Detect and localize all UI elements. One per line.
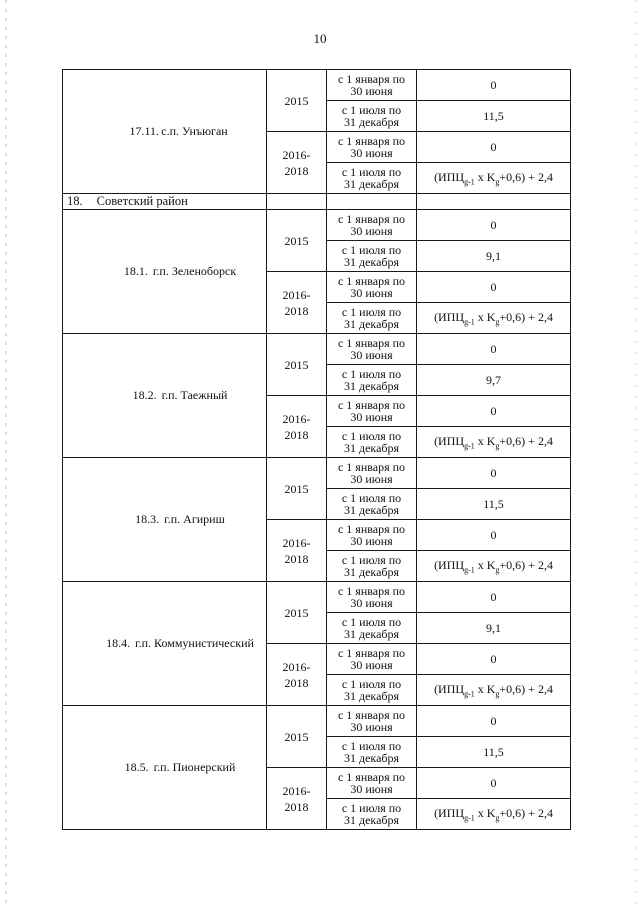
period-line-2: 31 декабря xyxy=(343,115,400,129)
settlement-name: г.п. Пионерский xyxy=(153,760,236,774)
year-cell xyxy=(267,706,327,768)
formula-subscript-2: g xyxy=(495,813,500,823)
period-line-1: с 1 января по xyxy=(337,212,406,226)
settlement-number: 17.11. xyxy=(129,124,160,138)
period-cell xyxy=(327,70,417,101)
period-line-2: 31 декабря xyxy=(343,689,400,703)
period-line-2: 31 декабря xyxy=(343,813,400,827)
period-cell xyxy=(327,613,417,644)
year-cell xyxy=(267,644,327,706)
settlement-cell xyxy=(63,706,267,830)
tariff-table xyxy=(62,69,571,830)
formula-cell xyxy=(417,427,571,458)
period-line-2: 31 декабря xyxy=(343,379,400,393)
period-cell xyxy=(327,210,417,241)
value-text: 11,5 xyxy=(483,496,504,511)
value-cell xyxy=(417,272,571,303)
period-cell xyxy=(327,396,417,427)
table-row xyxy=(63,706,571,737)
value-text: 11,5 xyxy=(483,744,504,759)
period-cell xyxy=(327,520,417,551)
value-text: 11,5 xyxy=(483,108,504,123)
period-cell xyxy=(327,737,417,768)
section-row xyxy=(63,194,571,210)
period-line-1: с 1 июля по xyxy=(341,305,402,319)
year-text: 2015 xyxy=(284,357,309,372)
period-line-2: 31 декабря xyxy=(343,565,400,579)
scan-edge-left xyxy=(5,0,7,905)
period-line-2: 30 июня xyxy=(350,658,393,672)
formula-subscript-2: g xyxy=(495,441,500,451)
formula-subscript-2: g xyxy=(495,317,500,327)
empty-cell xyxy=(327,194,417,210)
settlement-cell xyxy=(63,582,267,706)
period-cell xyxy=(327,489,417,520)
period-cell xyxy=(327,644,417,675)
settlement-cell xyxy=(63,70,267,194)
year-text: 2015 xyxy=(284,605,309,620)
formula-prefix: (ИПЦ xyxy=(434,805,465,820)
value-text: 0 xyxy=(490,713,497,728)
formula-suffix: +0,6) + 2,4 xyxy=(499,309,553,324)
formula-subscript-1: g-1 xyxy=(464,565,475,575)
settlement-name: с.п. Унъюган xyxy=(161,124,228,138)
formula-mid: x K xyxy=(474,805,496,820)
period-line-1: с 1 июля по xyxy=(341,165,402,179)
year-line-2: 2018 xyxy=(284,799,309,814)
formula-subscript-1: g-1 xyxy=(464,177,475,187)
year-cell xyxy=(267,582,327,644)
section-number: 18. xyxy=(67,194,83,208)
value-cell xyxy=(417,70,571,101)
period-line-2: 30 июня xyxy=(350,146,393,160)
formula-subscript-2: g xyxy=(495,177,500,187)
formula-suffix: +0,6) + 2,4 xyxy=(499,805,553,820)
period-line-1: с 1 июля по xyxy=(341,553,402,567)
value-cell xyxy=(417,582,571,613)
year-cell xyxy=(267,458,327,520)
period-cell xyxy=(327,272,417,303)
formula-suffix: +0,6) + 2,4 xyxy=(499,169,553,184)
formula-suffix: +0,6) + 2,4 xyxy=(499,681,553,696)
value-cell xyxy=(417,132,571,163)
period-line-2: 31 декабря xyxy=(343,751,400,765)
formula-suffix: +0,6) + 2,4 xyxy=(499,557,553,572)
scan-edge-right xyxy=(635,0,637,905)
year-text: 2015 xyxy=(284,481,309,496)
value-cell xyxy=(417,489,571,520)
formula-cell xyxy=(417,551,571,582)
year-cell xyxy=(267,132,327,194)
period-line-2: 30 июня xyxy=(350,410,393,424)
period-line-1: с 1 июля по xyxy=(341,243,402,257)
period-line-2: 31 декабря xyxy=(343,317,400,331)
formula-cell xyxy=(417,675,571,706)
value-cell xyxy=(417,520,571,551)
year-line-1: 2016- xyxy=(282,659,311,674)
year-cell xyxy=(267,272,327,334)
year-line-2: 2018 xyxy=(284,551,309,566)
period-cell xyxy=(327,365,417,396)
page-number: 10 xyxy=(313,31,327,46)
value-cell xyxy=(417,396,571,427)
value-cell xyxy=(417,768,571,799)
value-text: 0 xyxy=(490,775,497,790)
value-cell xyxy=(417,365,571,396)
settlement-number: 18.2. xyxy=(132,388,157,402)
value-text: 0 xyxy=(490,139,497,154)
table-row xyxy=(63,70,571,101)
year-cell xyxy=(267,334,327,396)
period-line-2: 30 июня xyxy=(350,534,393,548)
period-line-1: с 1 января по xyxy=(337,460,406,474)
settlement-number: 18.3. xyxy=(135,512,160,526)
value-text: 0 xyxy=(490,527,497,542)
settlement-name: г.п. Зеленоборск xyxy=(152,264,237,278)
table-row xyxy=(63,334,571,365)
year-line-2: 2018 xyxy=(284,303,309,318)
period-line-2: 30 июня xyxy=(350,224,393,238)
period-line-2: 31 декабря xyxy=(343,441,400,455)
value-text: 0 xyxy=(490,341,497,356)
value-cell xyxy=(417,334,571,365)
year-cell xyxy=(267,70,327,132)
period-line-1: с 1 января по xyxy=(337,770,406,784)
period-cell xyxy=(327,706,417,737)
period-cell xyxy=(327,241,417,272)
value-text: 0 xyxy=(490,403,497,418)
period-line-1: с 1 января по xyxy=(337,646,406,660)
formula-mid: x K xyxy=(474,433,496,448)
formula-subscript-1: g-1 xyxy=(464,317,475,327)
year-cell xyxy=(267,210,327,272)
period-line-1: с 1 января по xyxy=(337,398,406,412)
year-text: 2015 xyxy=(284,729,309,744)
period-cell xyxy=(327,551,417,582)
period-line-1: с 1 января по xyxy=(337,522,406,536)
table-row xyxy=(63,210,571,241)
period-line-2: 30 июня xyxy=(350,286,393,300)
formula-subscript-2: g xyxy=(495,689,500,699)
year-line-2: 2018 xyxy=(284,675,309,690)
year-cell xyxy=(267,520,327,582)
year-text: 2015 xyxy=(284,233,309,248)
value-text: 9,1 xyxy=(486,248,501,263)
period-line-1: с 1 января по xyxy=(337,708,406,722)
formula-subscript-1: g-1 xyxy=(464,689,475,699)
tariff-table-body xyxy=(63,70,571,830)
formula-suffix: +0,6) + 2,4 xyxy=(499,433,553,448)
value-text: 0 xyxy=(490,651,497,666)
formula-subscript-2: g xyxy=(495,565,500,575)
period-line-1: с 1 января по xyxy=(337,274,406,288)
value-cell xyxy=(417,458,571,489)
value-text: 0 xyxy=(490,77,497,92)
period-cell xyxy=(327,101,417,132)
period-cell xyxy=(327,303,417,334)
formula-prefix: (ИПЦ xyxy=(434,681,465,696)
value-text: 0 xyxy=(490,217,497,232)
table-row xyxy=(63,582,571,613)
year-text: 2015 xyxy=(284,93,309,108)
settlement-name: г.п. Таежный xyxy=(161,388,228,402)
section-title-cell xyxy=(63,194,267,210)
period-line-1: с 1 июля по xyxy=(341,739,402,753)
period-line-2: 31 декабря xyxy=(343,177,400,191)
period-line-1: с 1 января по xyxy=(337,584,406,598)
period-cell xyxy=(327,582,417,613)
period-line-1: с 1 июля по xyxy=(341,367,402,381)
empty-cell xyxy=(417,194,571,210)
year-line-1: 2016- xyxy=(282,147,311,162)
value-cell xyxy=(417,210,571,241)
period-cell xyxy=(327,458,417,489)
formula-mid: x K xyxy=(474,557,496,572)
period-cell xyxy=(327,799,417,830)
value-cell xyxy=(417,706,571,737)
period-line-1: с 1 июля по xyxy=(341,491,402,505)
year-line-1: 2016- xyxy=(282,411,311,426)
formula-prefix: (ИПЦ xyxy=(434,433,465,448)
formula-subscript-1: g-1 xyxy=(464,441,475,451)
formula-mid: x K xyxy=(474,309,496,324)
formula-cell xyxy=(417,303,571,334)
period-line-1: с 1 января по xyxy=(337,134,406,148)
formula-mid: x K xyxy=(474,169,496,184)
period-line-2: 31 декабря xyxy=(343,627,400,641)
period-cell xyxy=(327,768,417,799)
value-cell xyxy=(417,644,571,675)
formula-prefix: (ИПЦ xyxy=(434,169,465,184)
year-cell xyxy=(267,396,327,458)
period-line-2: 31 декабря xyxy=(343,255,400,269)
year-line-2: 2018 xyxy=(284,427,309,442)
period-line-1: с 1 июля по xyxy=(341,677,402,691)
formula-cell xyxy=(417,163,571,194)
value-text: 0 xyxy=(490,589,497,604)
settlement-number: 18.5. xyxy=(124,760,149,774)
year-line-1: 2016- xyxy=(282,783,311,798)
settlement-number: 18.4. xyxy=(106,636,131,650)
period-cell xyxy=(327,132,417,163)
period-line-2: 30 июня xyxy=(350,720,393,734)
section-title: Советский район xyxy=(96,194,188,208)
settlement-name: г.п. Коммунистический xyxy=(135,636,254,650)
table-row xyxy=(63,458,571,489)
period-cell xyxy=(327,675,417,706)
value-cell xyxy=(417,101,571,132)
year-line-1: 2016- xyxy=(282,535,311,550)
period-line-1: с 1 июля по xyxy=(341,103,402,117)
empty-cell xyxy=(267,194,327,210)
formula-prefix: (ИПЦ xyxy=(434,557,465,572)
period-line-1: с 1 июля по xyxy=(341,801,402,815)
value-text: 9,1 xyxy=(486,620,501,635)
formula-mid: x K xyxy=(474,681,496,696)
period-line-1: с 1 июля по xyxy=(341,429,402,443)
period-cell xyxy=(327,334,417,365)
period-cell xyxy=(327,427,417,458)
period-line-2: 31 декабря xyxy=(343,503,400,517)
period-line-1: с 1 января по xyxy=(337,72,406,86)
settlement-cell xyxy=(63,458,267,582)
formula-prefix: (ИПЦ xyxy=(434,309,465,324)
value-cell xyxy=(417,737,571,768)
settlement-number: 18.1. xyxy=(123,264,148,278)
period-line-1: с 1 января по xyxy=(337,336,406,350)
settlement-name: г.п. Агириш xyxy=(164,512,225,526)
period-line-2: 30 июня xyxy=(350,782,393,796)
year-line-1: 2016- xyxy=(282,287,311,302)
period-cell xyxy=(327,163,417,194)
year-line-2: 2018 xyxy=(284,163,309,178)
value-text: 9,7 xyxy=(486,372,501,387)
period-line-1: с 1 июля по xyxy=(341,615,402,629)
value-text: 0 xyxy=(490,279,497,294)
year-cell xyxy=(267,768,327,830)
period-line-2: 30 июня xyxy=(350,596,393,610)
settlement-cell xyxy=(63,210,267,334)
period-line-2: 30 июня xyxy=(350,348,393,362)
formula-cell xyxy=(417,799,571,830)
period-line-2: 30 июня xyxy=(350,84,393,98)
value-text: 0 xyxy=(490,465,497,480)
period-line-2: 30 июня xyxy=(350,472,393,486)
formula-subscript-1: g-1 xyxy=(464,813,475,823)
value-cell xyxy=(417,613,571,644)
settlement-cell xyxy=(63,334,267,458)
value-cell xyxy=(417,241,571,272)
